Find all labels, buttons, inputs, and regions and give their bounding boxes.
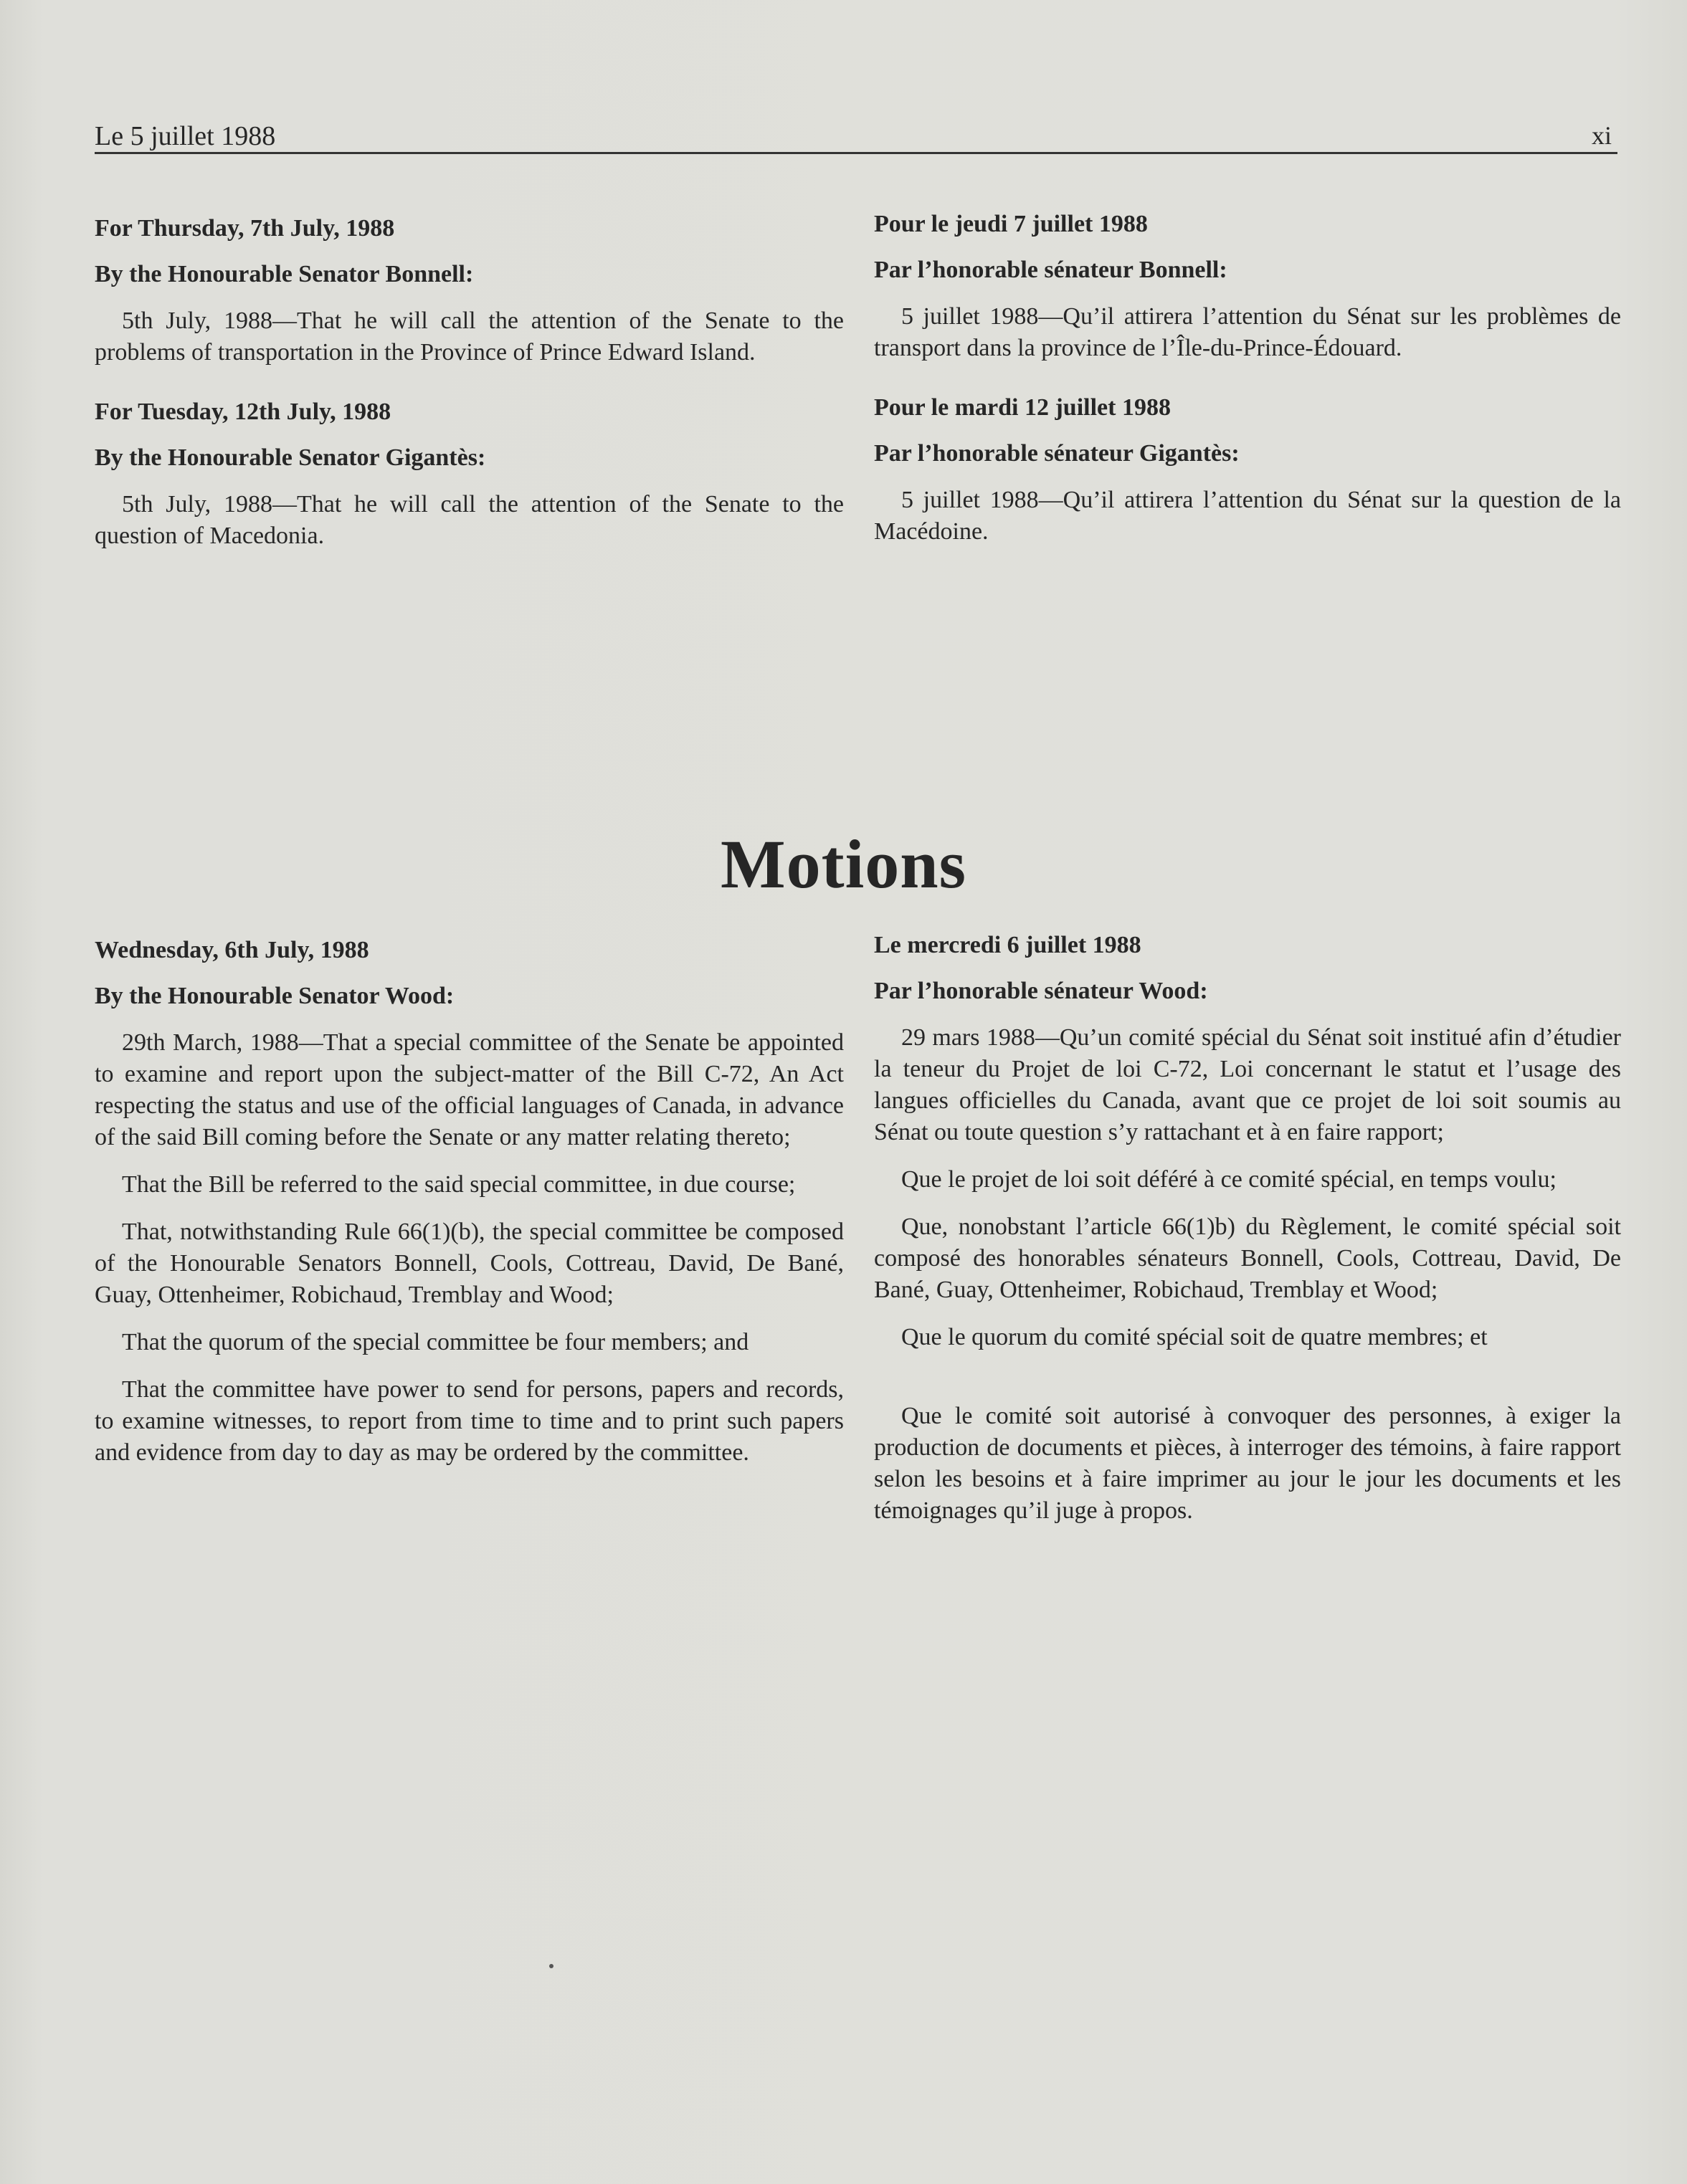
motion-paragraph: 29th March, 1988—That a special committee of the Senate be appointed to examine and report upon the subject-matter of the Bill C-72, An Act respecting the status and use of the official languages of Canada, in advance of the said Bill coming before the Senate or any matter relating thereto;	[95, 1029, 844, 1150]
motion-paragraph: That the quorum of the special committee be four members; and	[122, 1329, 749, 1355]
date-heading: Wednesday, 6th July, 1988	[95, 937, 369, 963]
notice-section	[874, 209, 1621, 364]
motion-paragraph: 29 mars 1988—Qu’un comité spécial du Sénat soit institué afin d’étudier la teneur du Projet de loi C-72, Loi concernant le statut et l’usage des langues officielles du Canada, avant que ce projet de loi soit soumis au Sénat ou toute question s’y rattachant et à en faire rapport;	[874, 1024, 1621, 1145]
print-speck	[549, 1964, 553, 1968]
motion-paragraph: Que le projet de loi soit déféré à ce comité spécial, en temps voulu;	[901, 1166, 1557, 1193]
by-heading: By the Honourable Senator Bonnell:	[95, 261, 474, 287]
by-heading: Par l’honorable sénateur Bonnell:	[874, 257, 1227, 283]
date-heading: Pour le mardi 12 juillet 1988	[874, 394, 1171, 421]
motion-paragraph: Que, nonobstant l’article 66(1)b) du Règlement, le comité spécial soit composé des honorables sénateurs Bonnell, Cools, Cottreau, David, De Bané, Guay, Ottenheimer, Robichaud, Tremblay et Wood;	[874, 1213, 1621, 1303]
notice-section	[874, 393, 1621, 548]
motions-left-column	[95, 935, 844, 1484]
notice-section	[95, 397, 844, 552]
motion-paragraph: That, notwithstanding Rule 66(1)(b), the special committee be composed of the Honourable Senators Bonnell, Cools, Cottreau, David, De Bané, Guay, Ottenheimer, Robichaud, Tremblay and Wood;	[95, 1219, 844, 1308]
page-header	[95, 120, 1617, 154]
top-left-column	[95, 214, 844, 568]
notice-text: 5th July, 1988—That he will call the attention of the Senate to the question of Macedonia.	[95, 491, 844, 549]
by-heading: Par l’honorable sénateur Wood:	[874, 978, 1208, 1004]
date-heading: Pour le jeudi 7 juillet 1988	[874, 211, 1148, 237]
page-number: xi	[1591, 121, 1612, 150]
notice-text: 5th July, 1988—That he will call the attention of the Senate to the problems of transportation in the Province of Prince Edward Island.	[95, 307, 844, 366]
motion-paragraph: That the Bill be referred to the said special committee, in due course;	[122, 1171, 796, 1198]
date-heading: For Tuesday, 12th July, 1988	[95, 399, 391, 425]
notice-section	[95, 214, 844, 368]
date-heading: For Thursday, 7th July, 1988	[95, 215, 395, 242]
notice-text: 5 juillet 1988—Qu’il attirera l’attention du Sénat sur la question de la Macédoine.	[874, 487, 1621, 545]
motion-paragraph: Que le comité soit autorisé à convoquer des personnes, à exiger la production de documents et pièces, à interroger des témoins, à faire rapport selon les besoins et à faire imprimer au jour le jour les documents et les témoignages qu’il juge à propos.	[874, 1403, 1621, 1524]
top-right-column	[874, 209, 1621, 563]
by-heading: By the Honourable Senator Gigantès:	[95, 444, 486, 471]
motions-right-column	[874, 930, 1621, 1542]
by-heading: By the Honourable Senator Wood:	[95, 983, 455, 1009]
section-title: Motions	[721, 826, 966, 902]
by-heading: Par l’honorable sénateur Gigantès:	[874, 440, 1240, 467]
motion-paragraph: That the committee have power to send for persons, papers and records, to examine witnesses, to report from time to time and to print such papers and evidence from day to day as may be ordered by the committee.	[95, 1376, 844, 1466]
header-date: Le 5 juillet 1988	[95, 121, 276, 151]
date-heading: Le mercredi 6 juillet 1988	[874, 932, 1141, 958]
notice-text: 5 juillet 1988—Qu’il attirera l’attention du Sénat sur les problèmes de transport dans la province de l’Île-du-Prince-Édouard.	[874, 303, 1621, 361]
motion-paragraph: Que le quorum du comité spécial soit de quatre membres; et	[901, 1324, 1488, 1350]
